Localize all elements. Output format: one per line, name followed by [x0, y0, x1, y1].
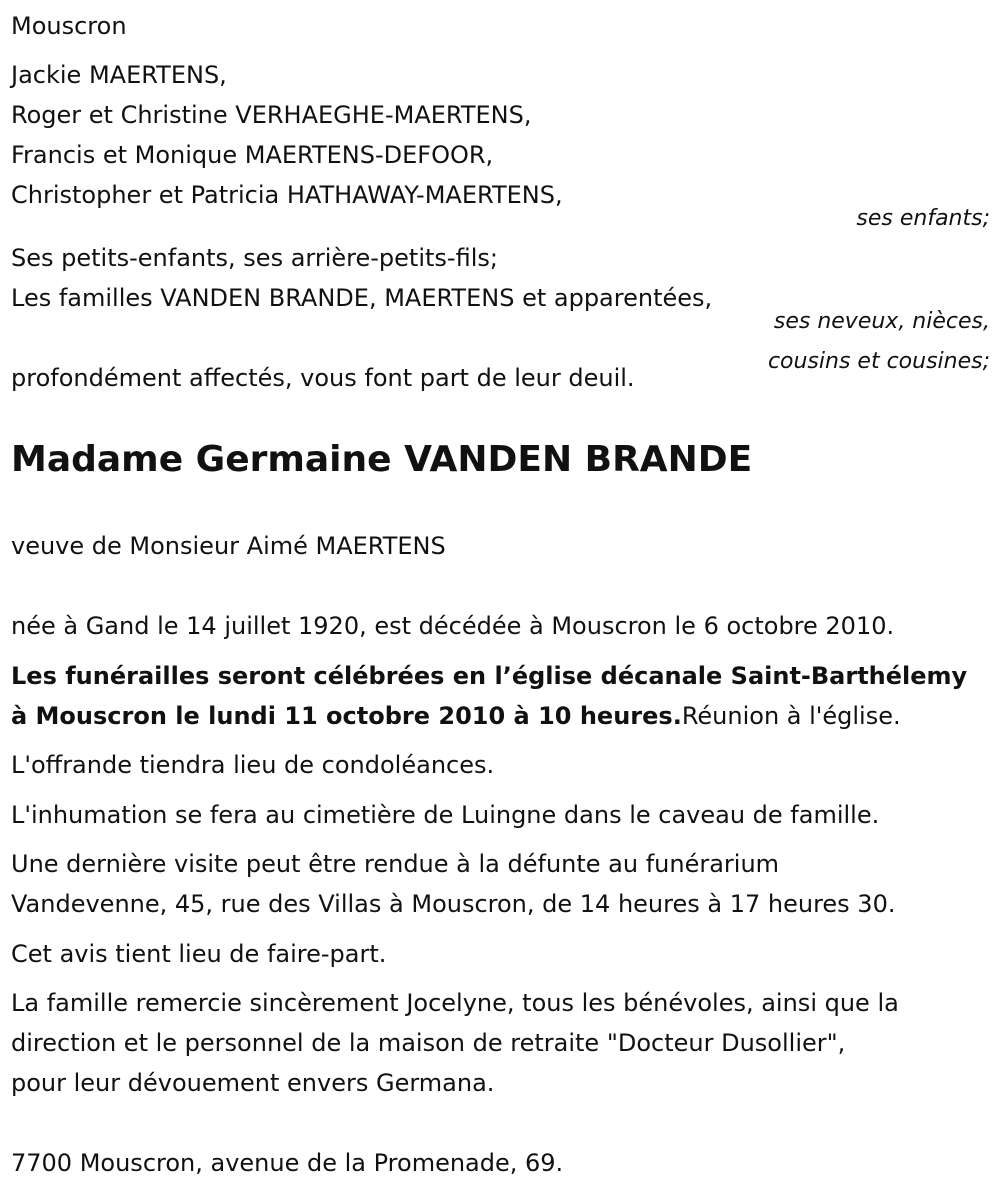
- child-line: Jackie MAERTENS,: [11, 61, 227, 89]
- address-line: 7700 Mouscron, avenue de la Promenade, 69.: [11, 1149, 564, 1177]
- funeral-date-text: à Mouscron le lundi 11 octobre 2010 à 10 heures.: [11, 702, 682, 730]
- funeral-line-2: [11, 696, 901, 736]
- thanks-line-3: pour leur dévouement envers Germana.: [11, 1069, 495, 1097]
- grandchildren-line: Ses petits-enfants, ses arrière-petits-fils;: [11, 244, 498, 272]
- child-line: Roger et Christine VERHAEGHE-MAERTENS,: [11, 101, 532, 129]
- children-role: ses enfants;: [856, 206, 990, 231]
- burial-line: L'inhumation se fera au cimetière de Luingne dans le caveau de famille.: [11, 801, 880, 829]
- deceased-name: Madame Germaine VANDEN BRANDE: [11, 439, 753, 480]
- faire-part-line: Cet avis tient lieu de faire-part.: [11, 940, 387, 968]
- nephews-role-line1: ses neveux, nièces,: [773, 309, 990, 334]
- meeting-text: Réunion à l'église.: [681, 702, 901, 730]
- birth-death-line: née à Gand le 14 juillet 1920, est décédée à Mouscron le 6 octobre 2010.: [11, 612, 895, 640]
- city-heading: Mouscron: [11, 12, 127, 40]
- thanks-line-1: La famille remercie sincèrement Jocelyne, tous les bénévoles, ainsi que la: [11, 989, 899, 1017]
- announcement-line: profondément affectés, vous font part de leur deuil.: [11, 364, 635, 392]
- offering-line: L'offrande tiendra lieu de condoléances.: [11, 751, 495, 779]
- child-line: Christopher et Patricia HATHAWAY-MAERTENS,: [11, 181, 563, 209]
- thanks-line-2: direction et le personnel de la maison de retraite "Docteur Dusollier",: [11, 1029, 846, 1057]
- visit-line-2: Vandevenne, 45, rue des Villas à Mouscron, de 14 heures à 17 heures 30.: [11, 890, 896, 918]
- nephews-role-line2: cousins et cousines;: [767, 349, 990, 374]
- child-line: Francis et Monique MAERTENS-DEFOOR,: [11, 141, 494, 169]
- funeral-line-1: Les funérailles seront célébrées en l’église décanale Saint-Barthélemy: [11, 662, 968, 690]
- widow-of-line: veuve de Monsieur Aimé MAERTENS: [11, 532, 446, 560]
- visit-line-1: Une dernière visite peut être rendue à la défunte au funérarium: [11, 850, 780, 878]
- families-line: Les familles VANDEN BRANDE, MAERTENS et apparentées,: [11, 284, 713, 312]
